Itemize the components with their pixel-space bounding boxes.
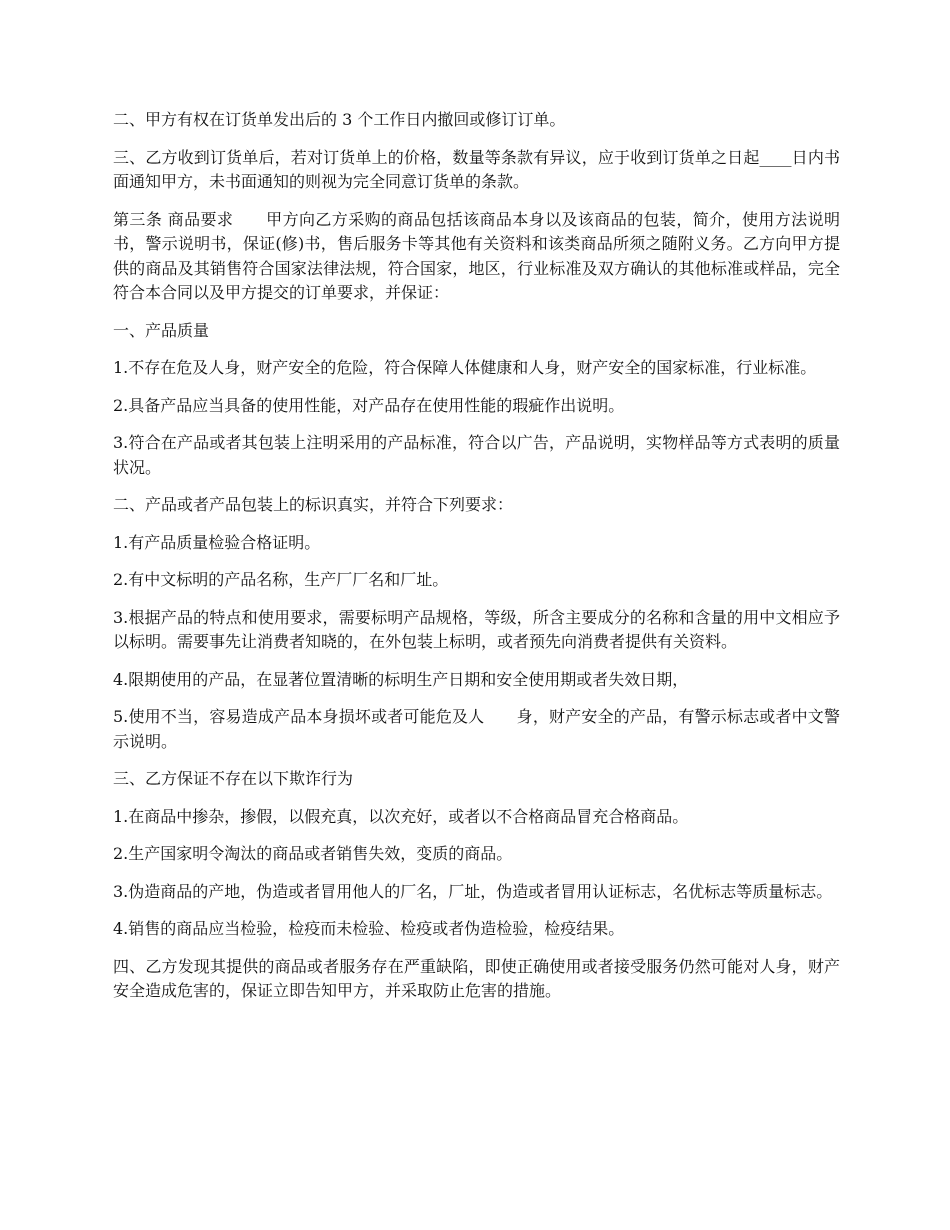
paragraph-order-objection: 三、乙方收到订货单后，若对订货单上的价格，数量等条款有异议，应于收到订货单之日起____日内书面通知甲方，未书面通知的则视为完全同意订货单的条款。 [113,147,840,191]
list-item: 5.使用不当，容易造成产品本身损坏或者可能危及人 身，财产安全的产品，有警示标志或者中文警示说明。 [113,707,840,751]
heading-no-fraud: 三、乙方保证不存在以下欺诈行为 [113,769,354,788]
paragraph-defect-notice: 四、乙方发现其提供的商品或者服务存在严重缺陷，即使正确使用或者接受服务仍然可能对人身，财产安全造成危害的，保证立即告知甲方，并采取防止危害的措施。 [113,956,840,1000]
list-item: 3.根据产品的特点和使用要求，需要标明产品规格，等级，所含主要成分的名称和含量的用中文相应予以标明。需要事先让消费者知晓的，在外包装上标明，或者预先向消费者提供有关资料。 [113,607,840,651]
list-item: 3.伪造商品的产地，伪造或者冒用他人的厂名，厂址，伪造或者冒用认证标志，名优标志等质量标志。 [113,881,833,901]
list-item: 1.在商品中掺杂，掺假，以假充真，以次充好，或者以不合格商品冒充合格商品。 [113,806,689,826]
list-item: 3.符合在产品或者其包装上注明采用的产品标准，符合以广告，产品说明，实物样品等方式表明的质量状况。 [113,433,840,477]
list-item: 1.不存在危及人身，财产安全的危险，符合保障人体健康和人身，财产安全的国家标准，行业标准。 [113,358,817,377]
list-item: 4.销售的商品应当检验，检疫而未检验、检疫或者伪造检验，检疫结果。 [113,919,625,938]
heading-product-labeling: 二、产品或者产品包装上的标识真实，并符合下列要求： [113,495,514,514]
list-item: 1.有产品质量检验合格证明。 [113,532,321,552]
list-item: 2.具备产品应当具备的使用性能，对产品存在使用性能的瑕疵作出说明。 [113,395,625,415]
paragraph-article-3-goods-requirements: 第三条 商品要求 甲方向乙方采购的商品包括该商品本身以及该商品的包装，简介，使用方法说明书，警示说明书，保证(修)书，售后服务卡等其他有关资料和该类商品所须之随附义务。乙方向甲方提供的商品及其销售符合国家法律法规，符合国家，地区，行业标准及双方确认的其他标准或样品，完全符合本合同以及甲方提交的订单要求，并保证： [113,209,840,302]
paragraph-order-withdrawal: 二、甲方有权在订货单发出后的 3 个工作日内撤回或修订订单。 [113,110,566,129]
document-body [113,108,840,1017]
list-item: 2.有中文标明的产品名称，生产厂厂名和厂址。 [113,570,449,589]
heading-product-quality: 一、产品质量 [113,320,210,340]
list-item: 2.生产国家明令淘汰的商品或者销售失效，变质的商品。 [113,844,513,863]
list-item: 4.限期使用的产品，在显著位置清晰的标明生产日期和安全使用期或者失效日期， [113,669,689,689]
